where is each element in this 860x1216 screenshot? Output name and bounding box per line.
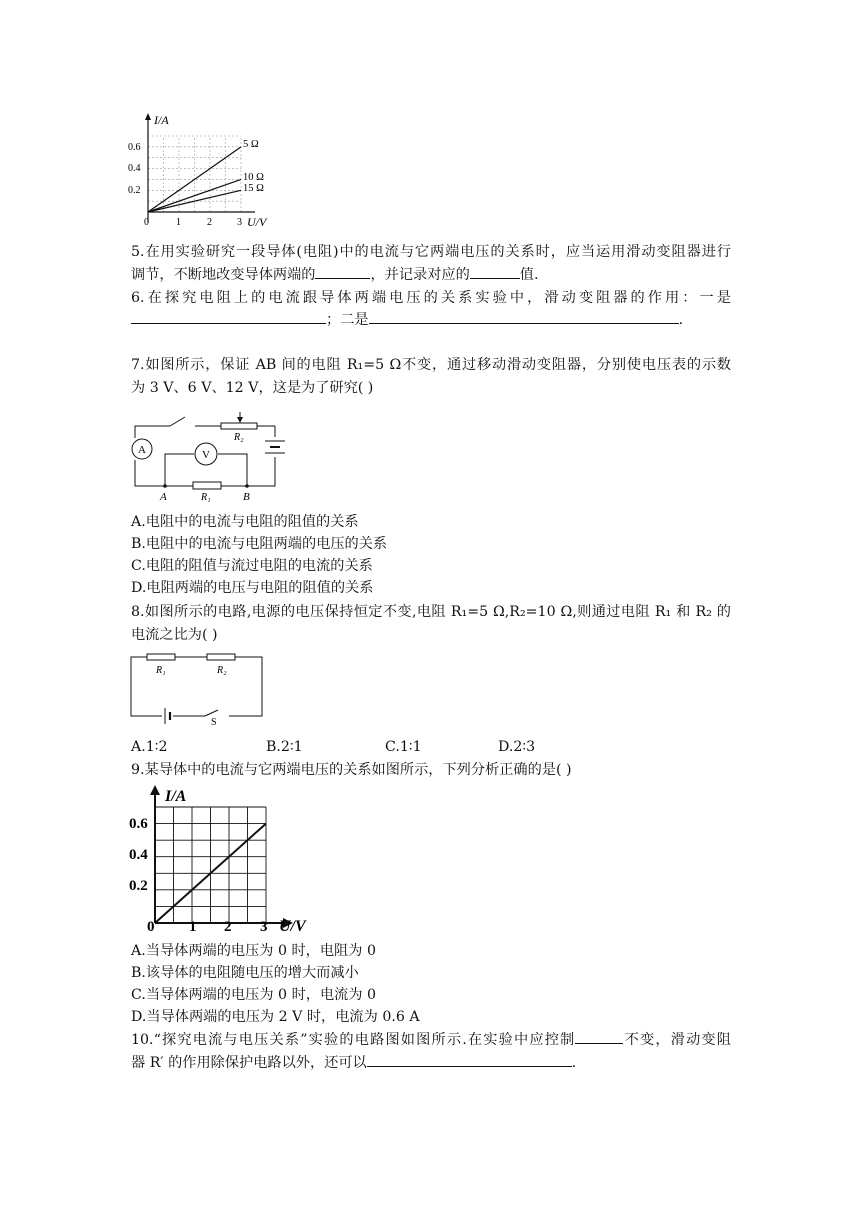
q7-line1: 7.如图所示，保证 AB 间的电阻 R₁=5 Ω不变，通过移动滑动变阻器，分别使电压表的示数 [131, 357, 731, 373]
q5-line1: 5.在用实验研究一段导体(电阻)中的电流与它两端电压的关系时，应当运用滑动变阻器进行 [131, 244, 731, 260]
q8-option-c[interactable]: C.1∶1 [385, 739, 422, 755]
q7-option-d[interactable]: D.电阻两端的电压与电阻的阻值的关系 [131, 580, 374, 596]
q6-line1: 6.在探究电阻上的电流跟导体两端电压的关系实验中，滑动变阻器的作用：一是 [131, 290, 731, 306]
graph2-y-arrow [150, 785, 160, 795]
q7-option-a[interactable]: A.电阻中的电流与电阻的阻值的关系 [131, 514, 359, 530]
q8-line1: 8.如图所示的电路,电源的电压保持恒定不变,电阻 R₁=5 Ω,R₂=10 Ω,则通过电阻 R₁ 和 R₂ 的 [131, 604, 731, 620]
graph1-xtick-1: 1 [176, 217, 181, 228]
graph1-ytick-0.4: 0.4 [128, 163, 141, 174]
q7-node-a-label: A [160, 491, 167, 503]
q9-option-b[interactable]: B.该导体的电阻随电压的增大而减小 [131, 965, 359, 981]
q5-text-b: ，并记录对应的 [370, 267, 470, 283]
q10-blank-1[interactable] [575, 1029, 623, 1044]
q9-option-c[interactable]: C.当导体两端的电压为 0 时，电流为 0 [131, 987, 377, 1003]
q10-line1 [131, 1029, 731, 1051]
graph2-xtick-2: 2 [224, 919, 232, 935]
q7-r1-label: R₁ [201, 492, 211, 503]
q8-resistor-r1 [147, 654, 175, 660]
q10-blank-2[interactable] [367, 1052, 572, 1067]
q7-wire-left [135, 426, 170, 438]
q8-resistor-r2 [207, 654, 235, 660]
q7-wire-left-bottom [135, 460, 165, 486]
q6-blank-2[interactable] [369, 309, 679, 324]
q7-switch [170, 417, 185, 426]
q9-option-a[interactable]: A.当导体两端的电压为 0 时，电阻为 0 [131, 943, 376, 959]
q9-iu-graph [125, 782, 315, 937]
q6-blank-1[interactable] [131, 309, 326, 324]
graph1-label-10ohm: 10 Ω [243, 172, 264, 183]
q7-wire-right-bottom [247, 457, 275, 486]
q7-option-b[interactable]: B.电阻中的电流与电阻两端的电压的关系 [131, 536, 388, 552]
q10-text-a: 10.“探究电流与电压关系”实验的电路图如图所示.在实验中应控制 [131, 1032, 576, 1048]
q6-sep: ；二是 [326, 312, 369, 328]
q10-line2 [131, 1052, 576, 1074]
graph1-xlabel: U/V [247, 215, 267, 229]
q7-option-c[interactable]: C.电阻的阻值与流过电阻的电流的关系 [131, 558, 373, 574]
graph1-y-arrow [145, 113, 151, 120]
graph2-xtick-0: 0 [147, 919, 155, 935]
graph1-xtick-3: 3 [237, 217, 242, 228]
graph2-ytick-0.4: 0.4 [129, 847, 148, 863]
graph1-ytick-0.6: 0.6 [128, 142, 141, 153]
q6-line2 [131, 309, 683, 331]
q7-resistor-r2 [221, 423, 257, 429]
q10-text-c: 器 R′ 的作用除保护电路以外，还可以 [131, 1055, 367, 1071]
q7-wire-voltmeter-right [218, 454, 247, 486]
graph2-xtick-1: 1 [189, 919, 197, 935]
q8-circuit-diagram [125, 650, 270, 725]
q8-wire-right [229, 657, 262, 716]
graph2-xlabel: U/V [279, 918, 306, 935]
q6-end: . [678, 312, 684, 328]
iu-graph-three-resistors [120, 110, 290, 235]
graph1-label-15ohm: 15 Ω [243, 183, 264, 194]
q5-text-c: 值. [519, 267, 539, 283]
graph2-ytick-0.2: 0.2 [129, 878, 148, 894]
graph2-grid [155, 807, 266, 923]
q7-node-b-dot [245, 484, 249, 488]
q9-option-d[interactable]: D.当导体两端的电压为 2 V 时，电流为 0.6 A [131, 1009, 420, 1025]
q5-text-a: 调节，不断地改变导体两端的 [131, 267, 316, 283]
q7-node-b-label: B [243, 491, 250, 503]
q8-line2: 电流之比为( ) [131, 627, 218, 643]
q7-resistor-r1 [193, 482, 221, 489]
graph1-xtick-0: 0 [144, 217, 149, 228]
q10-text-d: . [571, 1055, 577, 1071]
q7-slider-arrowhead [237, 417, 243, 423]
q5-blank-2[interactable] [470, 264, 520, 279]
q5-line2 [131, 264, 538, 286]
q8-option-d[interactable]: D.2∶3 [498, 739, 536, 755]
graph1-ylabel: I/A [154, 113, 169, 127]
q9-line1: 9.某导体中的电流与它两端电压的关系如图所示，下列分析正确的是( ) [131, 762, 572, 778]
graph1-ytick-0.2: 0.2 [128, 185, 141, 196]
q7-node-a-dot [163, 484, 167, 488]
q8-option-b[interactable]: B.2∶1 [266, 739, 303, 755]
q8-r2-label: R₂ [217, 665, 227, 676]
q8-switch-label: S [211, 717, 217, 725]
q7-line2: 为 3 V、6 V、12 V，这是为了研究( ) [131, 380, 374, 396]
graph1-xtick-2: 2 [207, 217, 212, 228]
q5-blank-1[interactable] [315, 264, 370, 279]
graph2-ytick-0.6: 0.6 [129, 816, 148, 832]
q7-wire-voltmeter-left [165, 454, 194, 486]
graph2-ylabel: I/A [165, 788, 187, 805]
q10-text-b: 不变，滑动变阻 [623, 1032, 731, 1048]
graph1-label-5ohm: 5 Ω [243, 139, 259, 150]
q7-r2-label: R₂ [234, 432, 244, 443]
q7-voltmeter-label: V [202, 449, 210, 461]
q8-r1-label: R₁ [156, 665, 166, 676]
graph2-xtick-3: 3 [260, 919, 268, 935]
q7-ammeter-label: A [138, 444, 146, 456]
q8-options-row [131, 736, 691, 758]
q8-switch [205, 710, 218, 716]
q7-circuit-diagram [125, 404, 295, 504]
q8-option-a[interactable]: A.1∶2 [131, 739, 168, 755]
